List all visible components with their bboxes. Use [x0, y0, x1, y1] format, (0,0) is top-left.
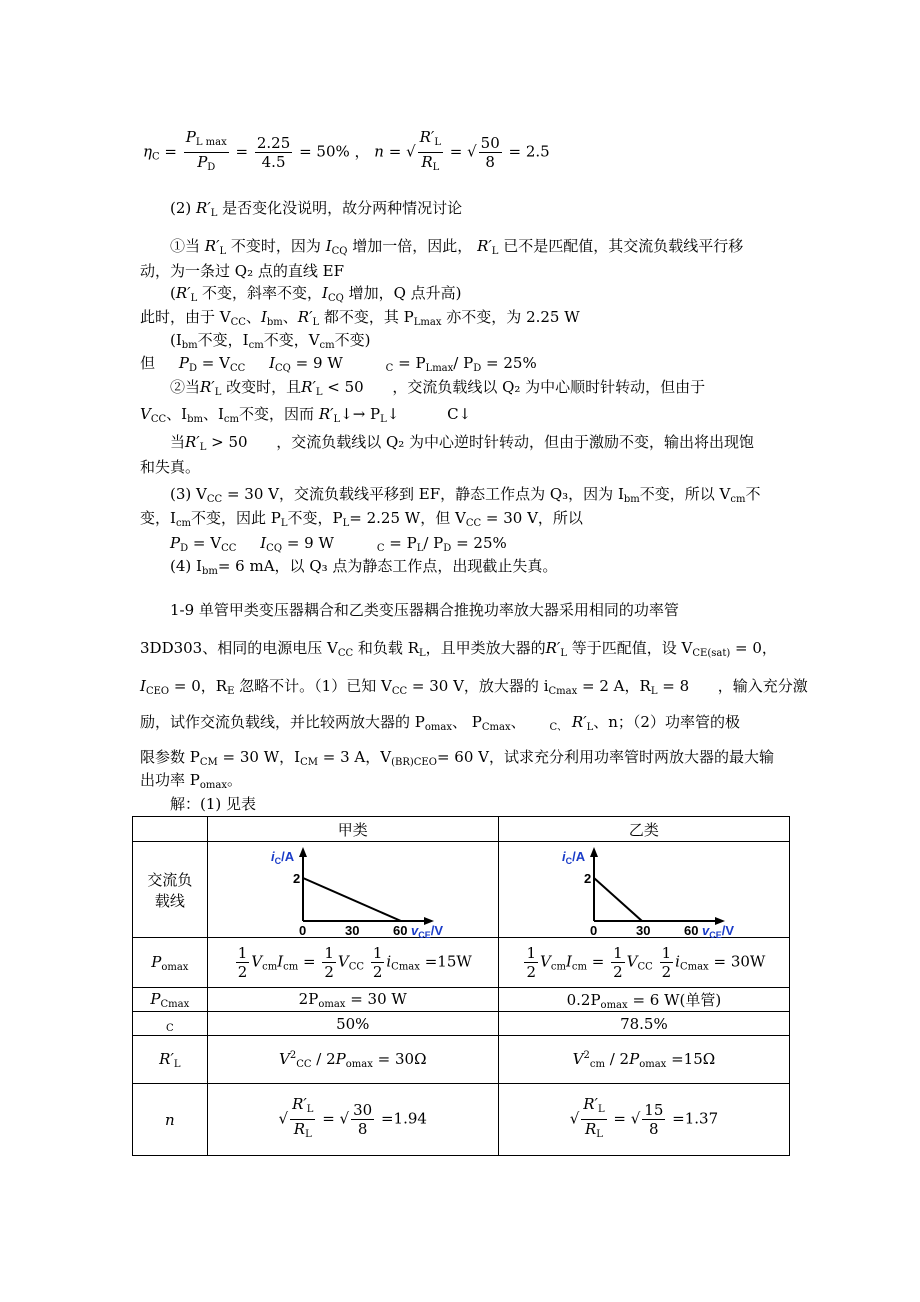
efficiency-class-a: 50% [207, 1012, 498, 1036]
table-row-efficiency [133, 1012, 790, 1036]
case2-line2: $V_{CC}$、$I_{bm}$、$I_{cm}$不变，因而 $R'_L↓\to$ $P_L↓$ C↓ [140, 405, 472, 425]
paragraph-3-line1: (3) $V_{CC} = 30$ V，交流负载线平移到 EF，静态工作点为 Q₃，因为 $I_{bm}$不变，所以 $V_{cm}$不 [170, 485, 761, 505]
case1-line2: 动，为一条过 Q₂ 点的直线 EF [140, 262, 344, 280]
y-axis-label: $i_C/A$ [270, 848, 294, 866]
problem-line2: 3DD303、相同的电源电压 $V_{CC}$ 和负载 $R_L$，且甲类放大器的$R'_L$ 等于匹配值，设 $V_{CE(sat)} = 0$， [140, 639, 777, 659]
x-tick-0: 0 [589, 922, 598, 938]
table-row-pcmax [133, 988, 790, 1012]
row-label-pcmax: $P_{Cmax}$ [133, 988, 208, 1012]
table-row-n [133, 1084, 790, 1156]
comparison-table [132, 816, 790, 1156]
y-axis-arrow [299, 847, 307, 857]
paragraph-4: (4) $I_{bm}= 6$ mA，以 Q₃ 点为静态工作点，出现截止失真。 [170, 557, 558, 577]
problem-line6: 出功率 $P_{omax}$。 [140, 771, 242, 791]
column-header-class-b: 乙类 [498, 817, 789, 842]
efficiency-equation: $\eta_C$ = $\frac{P_{L max}}{P_D}$ = $\frac{2.25}{4.5}$ = 50% ， n = √ $\frac{R'_L}{R_L}$ = √ $\frac{50}{8}$ = 2.5 [143, 128, 550, 173]
case3-line2: 和失真。 [140, 458, 201, 476]
problem-line4: 励，试作交流负载线，并比较两放大器的 $P_{omax}$、 $P_{Cmax}$、 $_{C、}$ $R'_L$、n；（2）功率管的极 [140, 713, 740, 733]
solution-label: 解：(1) 见表 [170, 795, 257, 813]
case1-line1: ①当 $R'_L$ 不变时，因为 $I_{CQ}$ 增加一倍，因此， $R'_L$ 已不是匹配值，其交流负载线平行移 [170, 237, 744, 257]
pcmax-class-b: $0.2P_{omax} = 6$ W(单管) [498, 988, 789, 1012]
pcmax-class-a: $2P_{omax} = 30$ W [207, 988, 498, 1012]
load-line-chart-class-b [544, 843, 744, 940]
row-label-pomax: $P_{omax}$ [133, 938, 208, 988]
y-tick-2: 2 [292, 870, 300, 886]
x-tick-30: 30 [344, 922, 360, 938]
row-label-rl: $R'_L$ [133, 1036, 208, 1084]
rl-class-a: $V^2_{CC} / 2P_{omax} = 30\Omega$ [207, 1036, 498, 1084]
x-tick-0: 0 [298, 922, 306, 938]
table-corner-cell [133, 817, 208, 842]
x-axis-label: $v_{CE}/V$ [410, 922, 443, 940]
paragraph-3-line3: $P_D = V_{CC}$ $I_{CQ} = 9$ W $_C = P_L/$ $P_D = 25\%$ [170, 534, 507, 554]
paragraph-2: (2) $R'_L$ 是否变化没说明，故分两种情况讨论 [170, 199, 463, 219]
n-class-b: √ $\frac{R'_L}{R_L}$ = √ $\frac{15}{8}$ =1.37 [498, 1084, 789, 1156]
case1-note2: ($I_{bm}$不变，$I_{cm}$不变，$V_{cm}$不变) [170, 331, 371, 351]
row-label-efficiency: C [133, 1012, 208, 1036]
table-row-rl [133, 1036, 790, 1084]
x-axis-label: $v_{CE}/V$ [701, 922, 734, 940]
x-tick-60: 60 [683, 922, 699, 938]
load-line-chart-class-a [253, 843, 453, 940]
problem-line3: $I_{CEO} = 0$，$R_E$ 忽略不计。（1）已知 $V_{CC} = 30$ V，放大器的 $i_{Cmax} = 2$ A，$R_L = 8$ ，输入充分激 [140, 677, 808, 697]
efficiency-class-b: 78.5% [498, 1012, 789, 1036]
x-tick-60: 60 [392, 922, 408, 938]
y-axis-arrow [590, 847, 598, 857]
y-tick-2: 2 [583, 870, 592, 886]
pomax-class-a: $\frac{1}{2}$ $V_{cm}I_{cm}$ = $\frac{1}{2}$ $V_{CC}$ $\frac{1}{2}$ $i_{Cmax} =15W$ [207, 938, 498, 988]
load-line [594, 878, 642, 921]
load-line-graph-class-a [207, 842, 498, 938]
case1-efficiency: 但 $P_D = V_{CC}$ $I_{CQ} = 9$ W $_C = P_{Lmax}/$ $P_D = 25\%$ [140, 354, 537, 374]
x-tick-30: 30 [635, 922, 651, 938]
case2-line1: ②当$R'_L$ 改变时，且$R'_L < 50$ ，交流负载线以 Q₂ 为中心顺时针转动，但由于 [170, 378, 706, 398]
pomax-class-b: $\frac{1}{2}$ $V_{cm}I_{cm}$ = $\frac{1}{2}$ $V_{CC}$ $\frac{1}{2}$ $i_{Cmax} = 30W$ [498, 938, 789, 988]
case1-constant-line: 此时，由于 $V_{CC}$、$I_{bm}$、$R'_L$ 都不变，其 $P_{Lmax}$ 亦不变，为 2.25 W [140, 308, 580, 328]
column-header-class-a: 甲类 [207, 817, 498, 842]
n-class-a: √ $\frac{R'_L}{R_L}$ = √ $\frac{30}{8}$ =1.94 [207, 1084, 498, 1156]
row-label-n: n [133, 1084, 208, 1156]
load-line [303, 878, 401, 921]
case1-note: ($R'_L$ 不变，斜率不变，$I_{CQ}$ 增加，Q 点升高) [170, 284, 462, 304]
table-row-load-line [133, 842, 790, 938]
problem-line5: 限参数 $P_{CM} = 30$ W，$I_{CM} = 3$ A，$V_{(BR)CEO}= 60$ V，试求充分利用功率管时两放大器的最大输 [140, 748, 774, 768]
table-header-row [133, 817, 790, 842]
table-row-pomax [133, 938, 790, 988]
case3-line1: 当$R'_L > 50$ ，交流负载线以 Q₂ 为中心逆时针转动，但由于激励不变，输出将出现饱 [170, 433, 755, 453]
load-line-graph-class-b [498, 842, 789, 938]
y-axis-label: $i_C/A$ [561, 848, 586, 866]
row-label-load-line: 交流负 载线 [133, 842, 208, 938]
paragraph-3-line2: 变，$I_{cm}$不变，因此 $P_L$不变，$P_L= 2.25$ W，但 $V_{CC} = 30$ V，所以 [140, 509, 583, 529]
rl-class-b: $V^2_{cm} / 2P_{omax} =15\Omega$ [498, 1036, 789, 1084]
problem-line1: 1-9 单管甲类变压器耦合和乙类变压器耦合推挽功率放大器采用相同的功率管 [170, 601, 679, 619]
